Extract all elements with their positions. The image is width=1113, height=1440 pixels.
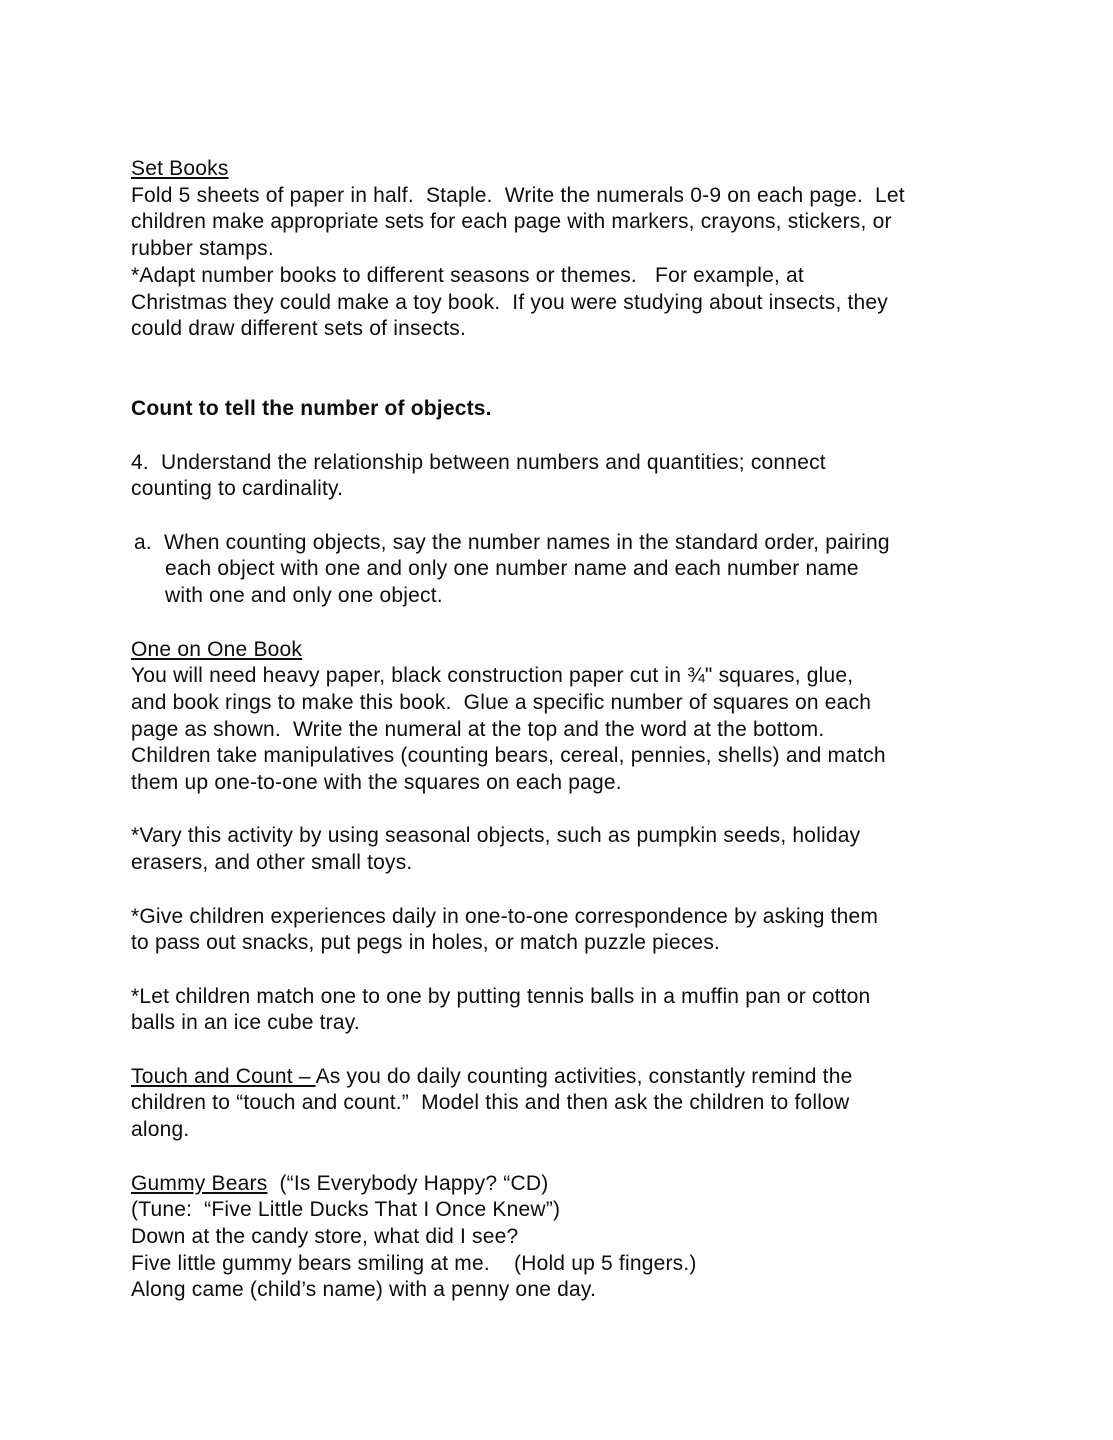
text-line <box>131 930 1031 957</box>
gummy-bears-line <box>131 1171 1031 1198</box>
text-line <box>131 850 1031 877</box>
text-segment: a. When counting objects, say the number names in the standard order, pairing <box>134 530 890 554</box>
underlined-text-segment: Set Books <box>131 157 229 180</box>
one-on-one-book-heading <box>131 637 1031 664</box>
text-line <box>131 263 1031 290</box>
text-segment: erasers, and other small toys. <box>131 851 413 875</box>
text-segment: As you do daily counting activities, constantly remind the <box>315 1064 853 1088</box>
text-segment: Down at the candy store, what did I see? <box>131 1224 519 1248</box>
text-line <box>131 743 1031 770</box>
blank-line <box>131 343 1031 370</box>
text-segment: Christmas they could make a toy book. If you were studying about insects, they <box>131 290 889 314</box>
text-segment: with one and only one object. <box>165 584 443 608</box>
text-segment: Children take manipulatives (counting bears, cereal, pennies, shells) and match <box>131 744 886 768</box>
text-line <box>131 236 1031 263</box>
text-line <box>131 530 1031 557</box>
text-segment: to pass out snacks, put pegs in holes, or match puzzle pieces. <box>131 931 721 955</box>
text-line <box>131 183 1031 210</box>
text-line <box>131 476 1031 503</box>
blank-line <box>131 503 1031 530</box>
touch-and-count-line <box>131 1064 1031 1091</box>
text-segment: rubber stamps. <box>131 237 274 261</box>
text-segment: each object with one and only one number name and each number name <box>165 557 859 581</box>
text-segment: page as shown. Write the numeral at the top and the word at the bottom. <box>131 717 825 741</box>
bold-text-segment: Count to tell the number of objects. <box>131 397 492 421</box>
blank-line <box>131 957 1031 984</box>
set-books-heading <box>131 156 1031 183</box>
text-segment: *Give children experiences daily in one-to-one correspondence by asking them <box>131 904 879 928</box>
text-line <box>131 556 1031 583</box>
text-line <box>131 209 1031 236</box>
text-segment: *Let children match one to one by putting tennis balls in a muffin pan or cotton <box>131 984 871 1008</box>
text-segment: (Tune: “Five Little Ducks That I Once Knew”) <box>131 1198 561 1222</box>
blank-line <box>131 877 1031 904</box>
text-segment: balls in an ice cube tray. <box>131 1011 360 1035</box>
blank-line <box>131 370 1031 397</box>
text-segment: Along came (child’s name) with a penny one day. <box>131 1278 597 1302</box>
underlined-text-segment: Touch and Count – <box>131 1064 316 1088</box>
underlined-text-segment: One on One Book <box>131 637 303 661</box>
text-line <box>131 1090 1031 1117</box>
text-segment: Fold 5 sheets of paper in half. Staple. Write the numerals 0-9 on each page. Let <box>131 183 905 207</box>
underlined-text-segment: Gummy Bears <box>131 1171 268 1195</box>
blank-line <box>131 423 1031 450</box>
text-line <box>131 290 1031 317</box>
text-line <box>131 1010 1031 1037</box>
text-line <box>131 1224 1031 1251</box>
count-objects-heading <box>131 396 1031 423</box>
text-line <box>131 1277 1031 1304</box>
text-segment: children make appropriate sets for each page with markers, crayons, stickers, or <box>131 210 892 234</box>
text-segment: them up one-to-one with the squares on each page. <box>131 771 622 795</box>
text-segment: and book rings to make this book. Glue a specific number of squares on each <box>131 690 872 714</box>
text-segment: could draw different sets of insects. <box>131 317 467 341</box>
text-line <box>131 316 1031 343</box>
text-segment: Five little gummy bears smiling at me. (Hold up 5 fingers.) <box>131 1251 697 1275</box>
text-segment: You will need heavy paper, black construction paper cut in ¾" squares, glue, <box>131 664 854 688</box>
text-segment: counting to cardinality. <box>131 477 344 501</box>
text-segment: *Vary this activity by using seasonal objects, such as pumpkin seeds, holiday <box>131 824 861 848</box>
text-line <box>131 1197 1031 1224</box>
text-line <box>131 1117 1031 1144</box>
text-line <box>131 717 1031 744</box>
text-line <box>131 663 1031 690</box>
text-line <box>131 770 1031 797</box>
text-segment: children to “touch and count.” Model this and then ask the children to follow <box>131 1091 850 1115</box>
text-line <box>131 450 1031 477</box>
text-segment: 4. Understand the relationship between numbers and quantities; connect <box>131 450 826 474</box>
text-line <box>131 690 1031 717</box>
blank-line <box>131 610 1031 637</box>
text-segment: along. <box>131 1118 190 1142</box>
text-segment: (“Is Everybody Happy? “CD) <box>267 1171 549 1195</box>
text-line <box>131 904 1031 931</box>
text-line <box>131 984 1031 1011</box>
text-line <box>131 823 1031 850</box>
blank-line <box>131 1144 1031 1171</box>
blank-line <box>131 1037 1031 1064</box>
text-segment: *Adapt number books to different seasons or themes. For example, at <box>131 263 804 287</box>
document-content <box>131 156 1031 1304</box>
text-line <box>131 1251 1031 1278</box>
text-line <box>131 583 1031 610</box>
blank-line <box>131 797 1031 824</box>
